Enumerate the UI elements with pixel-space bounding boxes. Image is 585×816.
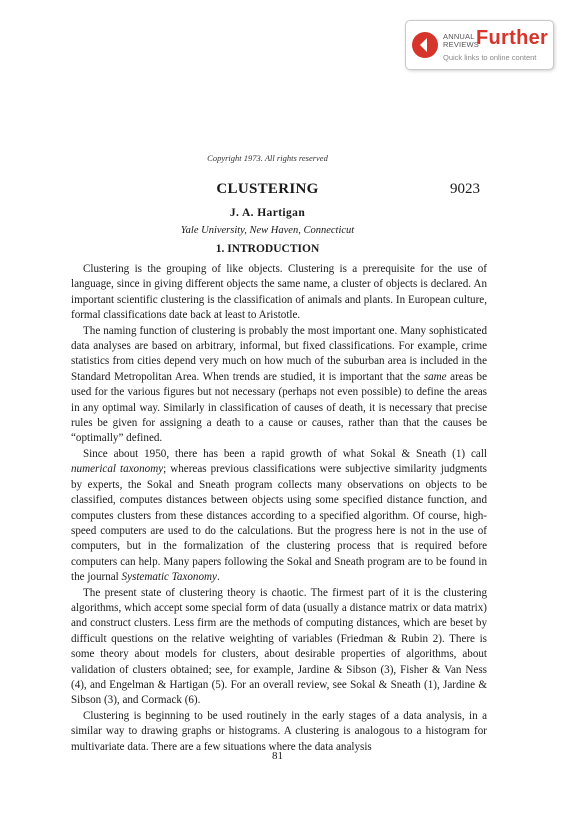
paragraph-text: The naming function of clustering is probably the most important one. Many sophisticated data analyses are based on arbitrary, informal, but fixed classifications. For example, crime statistics from cities depend very much on how much of the suburban area is included in the Standard Metropolitan Area. When trends are studied, it is important that the	[71, 324, 487, 383]
journal-name: Systematic Taxonomy	[121, 571, 217, 584]
paragraph-text: The present state of clustering theory is chaotic. The firmest part of it is the clustering algorithms, which accept some special form of data (usually a distance matrix or data matrix) and construct clusters. Less firm are the methods of computing distances, which are beset by difficult questions on the relative weighting of variables (Friedman & Rubin 2). There is some theory about models for clusters, about desirable properties of algorithms, about validation of clusters obtained; see, for example, Jardine & Sibson (3), Fisher & Van Ness (4), and Engelman & Hartigan (5). For an overall review, see Sokal & Sneath (1), Jardine & Sibson (3), and Cormack (6).	[71, 586, 487, 707]
author-name: J. A. Hartigan	[229, 207, 306, 219]
paragraph-text: .	[216, 571, 220, 584]
paragraph-text: areas be used for the various figures but not necessary (perhaps not even possible) to define the areas in any optimal way. Similarly in classification of causes of death, it is necessary that precise rules be given for assigning a death to a cause or causes, rather than that the causes be “optimally” defined.	[71, 370, 487, 445]
paragraph-text: Clustering is the grouping of like objects. Clustering is a prerequisite for the use of language, since in giving different objects the same name, a cluster of objects is declared. An important scientific clustering is the classification of animals and plants. In European culture, formal classifications date back at least to Aristotle.	[71, 263, 487, 322]
paragraph-text: ; whereas previous classifications were subjective similarity judgments by experts, the Sokal and Sneath program collects many observations on objects to be classified, computes distances between objects using some specified distance function, and computes clusters from these distances according to a specified algorithm. Of course, high-speed computers are used to do the calculations. But the progress here is not in the use of computers, but in the formalization of the clustering process that is required before computers can help. Many papers following the Sokal and Sneath program are to be found in the journal	[71, 463, 488, 584]
author-affiliation: Yale University, New Haven, Connecticut	[180, 225, 355, 236]
badge-annual: ANNUAL	[443, 32, 475, 41]
paragraph-text: Clustering is beginning to be used routinely in the early stages of a data analysis, in a similar way to drawing graphs or histograms. A clustering is analogous to a histogram for multivariate data. There are a few situations where the data analysis	[71, 709, 487, 753]
paragraph	[71, 262, 487, 324]
paragraph	[71, 447, 487, 586]
paragraph	[71, 324, 487, 447]
badge-further-label: Further	[476, 27, 549, 49]
further-arrow-icon	[412, 32, 438, 58]
paragraph-text: Since about 1950, there has been a rapid growth of what Sokal & Sneath (1) call	[83, 447, 487, 460]
paragraph	[71, 709, 487, 755]
body-text	[71, 262, 487, 755]
badge-subtitle: Quick links to online content	[443, 53, 537, 62]
article-code: 9023	[450, 181, 480, 197]
emphasis-text: same	[423, 370, 447, 383]
copyright-notice: Copyright 1973. All rights reserved	[207, 153, 328, 163]
annual-reviews-further-badge[interactable]	[405, 20, 554, 70]
article-title: CLUSTERING	[216, 181, 319, 197]
paragraph	[71, 586, 487, 709]
page-number: 81	[272, 750, 283, 762]
badge-reviews: REVIEWS	[443, 40, 479, 49]
emphasis-text: numerical taxonomy	[71, 463, 164, 476]
badge-publisher	[443, 32, 479, 49]
section-heading: 1. INTRODUCTION	[215, 243, 320, 255]
